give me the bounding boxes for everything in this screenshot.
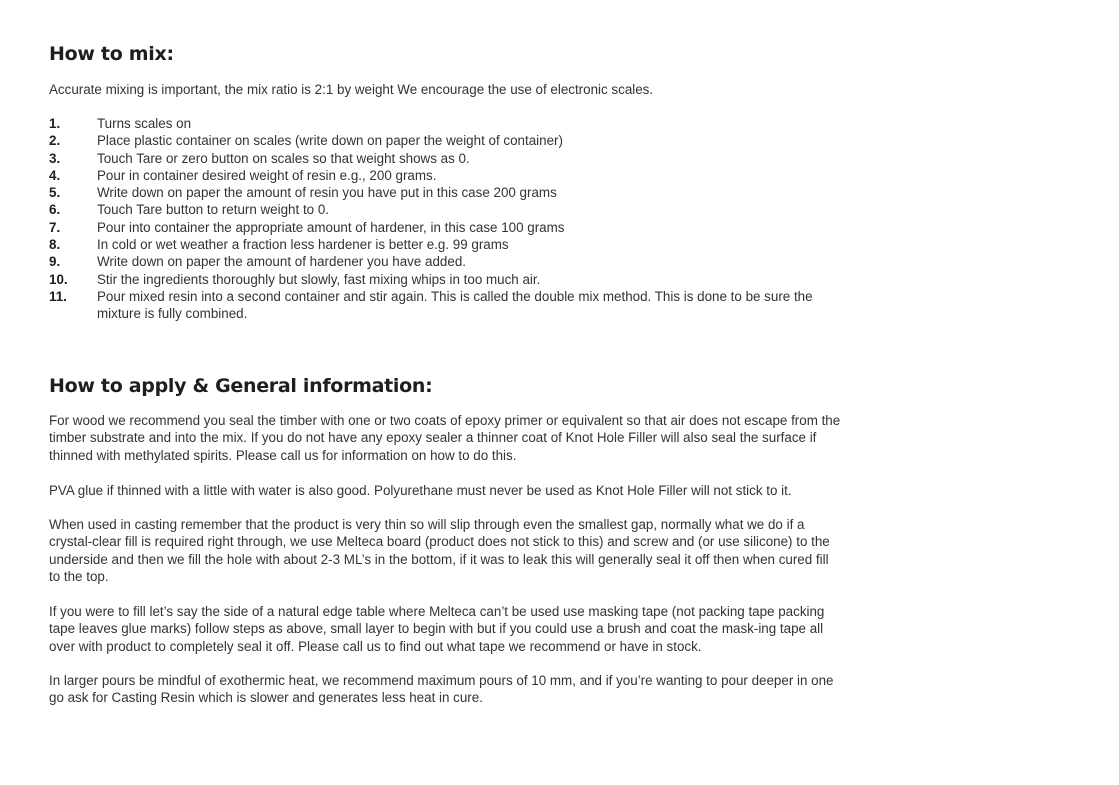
list-item xyxy=(49,184,839,201)
mixing-steps-list xyxy=(49,115,839,323)
step-text: Pour into container the appropriate amount of hardener, in this case 100 grams xyxy=(97,219,565,235)
list-item xyxy=(49,236,839,253)
step-text: In cold or wet weather a fraction less hardener is better e.g. 99 grams xyxy=(97,237,509,253)
step-number: 9. xyxy=(49,254,61,270)
step-text: Turns scales on xyxy=(97,116,192,131)
paragraph-masking-tape: If you were to fill let’s say the side of a natural edge table where Melteca can’t be used use masking tape (not packing tape packing tape leaves glue marks) follow steps as above, small layer to begin with but if you could use a brush and coat the mask-ing tape all over with product to completely seal it off. Please call us to find out what tape we recommend or have in stock. xyxy=(49,604,825,654)
step-number: 3. xyxy=(49,150,61,166)
step-text: Touch Tare or zero button on scales so that weight shows as 0. xyxy=(97,150,470,166)
mix-intro-text: Accurate mixing is important, the mix ratio is 2:1 by weight We encourage the use of electronic scales. xyxy=(49,82,654,97)
list-item xyxy=(49,150,839,167)
step-number: 4. xyxy=(49,167,61,183)
list-item xyxy=(49,253,839,270)
step-text: Write down on paper the amount of resin you have put in this case 200 grams xyxy=(97,185,557,201)
list-item xyxy=(49,167,839,184)
paragraph-casting: When used in casting remember that the product is very thin so will slip through even the smallest gap, normally what we do if a crystal-clear fill is required right through, we use Melteca board (product does not stick to this) and screw and (or use silicone) to the underside and then we fill the hole with about 2-3 ML’s in the bottom, if it was to leak this will generally seal it off then when cured fill to the top. xyxy=(49,517,830,585)
step-number: 5. xyxy=(49,185,61,201)
paragraph-exothermic-heat: In larger pours be mindful of exothermic heat, we recommend maximum pours of 10 mm, and if you’re wanting to pour deeper in one go ask for Casting Resin which is slower and generates less heat in cure. xyxy=(49,673,834,706)
how-to-mix-heading: How to mix: xyxy=(49,43,174,65)
step-text: Place plastic container on scales (write down on paper the weight of container) xyxy=(97,133,563,149)
list-item xyxy=(49,271,839,288)
step-number: 11. xyxy=(49,288,67,304)
step-number: 7. xyxy=(49,219,61,235)
step-number: 6. xyxy=(49,202,61,218)
list-item xyxy=(49,201,839,218)
step-text: Stir the ingredients thoroughly but slowly, fast mixing whips in too much air. xyxy=(97,271,541,287)
list-item xyxy=(49,288,839,323)
step-text: Touch Tare button to return weight to 0. xyxy=(97,202,329,218)
step-text: Write down on paper the amount of hardener you have added. xyxy=(97,254,466,270)
list-item xyxy=(49,115,839,132)
step-text: Pour in container desired weight of resin e.g., 200 grams. xyxy=(97,167,437,183)
step-number: 10. xyxy=(49,271,68,287)
paragraph-pva-glue: PVA glue if thinned with a little with water is also good. Polyurethane must never be used as Knot Hole Filler will not stick to it. xyxy=(49,483,792,498)
step-number: 2. xyxy=(49,133,61,149)
step-number: 1. xyxy=(49,116,61,131)
step-text: Pour mixed resin into a second container and stir again. This is called the double mix method. This is done to be sure the mixture is fully combined. xyxy=(97,288,813,322)
how-to-apply-heading: How to apply & General information: xyxy=(49,375,433,397)
list-item xyxy=(49,219,839,236)
list-item xyxy=(49,132,839,149)
paragraph-wood-sealing: For wood we recommend you seal the timber with one or two coats of epoxy primer or equivalent so that air does not escape from the timber substrate and into the mix. If you do not have any epoxy sealer a thinner coat of Knot Hole Filler will also seal the surface if thinned with methylated spirits. Please call us for information on how to do this. xyxy=(49,413,841,463)
step-number: 8. xyxy=(49,237,61,253)
